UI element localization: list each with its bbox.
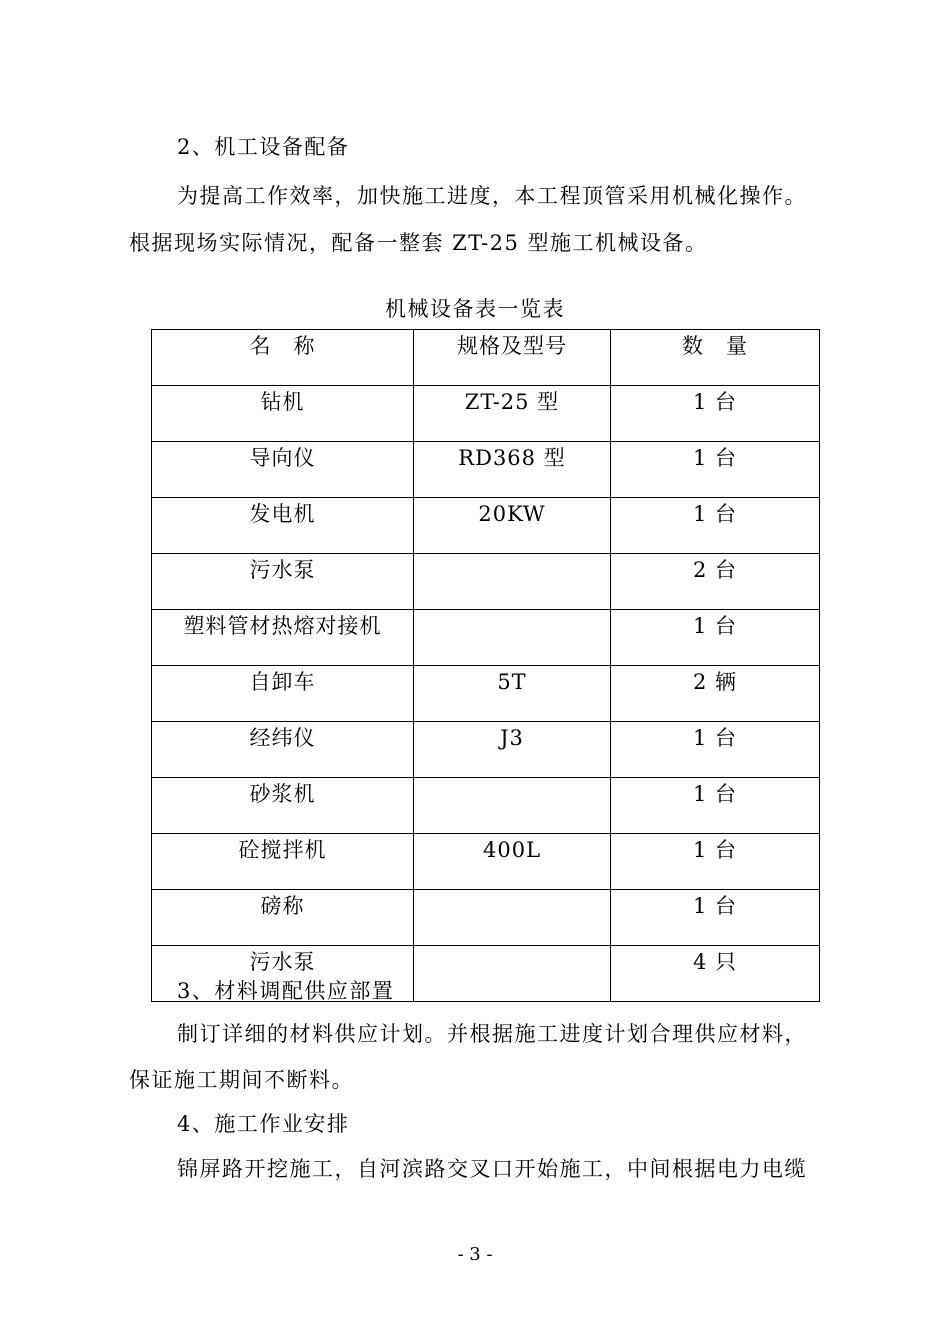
cell-spec: 400L [414,834,611,890]
cell-name: 污水泵 [152,554,414,610]
table-row [152,554,820,610]
cell-name: 自卸车 [152,666,414,722]
table-row [152,834,820,890]
cell-spec: RD368 型 [414,442,611,498]
cell-spec: 20KW [414,498,611,554]
section2-heading: 2、机工设备配备 [177,135,350,159]
section4-paragraph-line1: 锦屏路开挖施工，自河滨路交叉口开始施工，中间根据电力电缆 [177,1157,807,1181]
cell-spec: J3 [414,722,611,778]
cell-name: 发电机 [152,498,414,554]
cell-quantity: 1 台 [611,778,820,834]
cell-quantity: 2 台 [611,554,820,610]
cell-spec [414,610,611,666]
table-header-row [152,330,820,386]
equipment-table [151,329,820,1002]
cell-quantity: 1 台 [611,722,820,778]
section3-heading: 3、材料调配供应部置 [177,979,395,1003]
cell-name: 经纬仪 [152,722,414,778]
header-name: 名 称 [152,330,414,386]
section2-paragraph-line2: 根据现场实际情况，配备一整套 ZT-25 型施工机械设备。 [129,231,708,255]
table-row [152,890,820,946]
cell-name: 导向仪 [152,442,414,498]
cell-quantity: 1 台 [611,834,820,890]
table-caption: 机械设备表一览表 [385,297,565,321]
section2-paragraph-line1: 为提高工作效率，加快施工进度，本工程顶管采用机械化操作。 [177,184,807,208]
table-row [152,498,820,554]
cell-spec [414,946,611,1002]
cell-spec [414,890,611,946]
table-row [152,442,820,498]
cell-quantity: 2 辆 [611,666,820,722]
table-row [152,722,820,778]
cell-quantity: 1 台 [611,610,820,666]
cell-spec [414,778,611,834]
cell-name: 砂浆机 [152,778,414,834]
cell-quantity: 1 台 [611,386,820,442]
table-row [152,386,820,442]
table-row [152,778,820,834]
cell-spec: ZT-25 型 [414,386,611,442]
cell-name: 污水泵 [152,946,414,1002]
table-row [152,610,820,666]
header-quantity: 数 量 [611,330,820,386]
cell-quantity: 1 台 [611,442,820,498]
cell-spec [414,554,611,610]
cell-name: 磅称 [152,890,414,946]
section4-heading: 4、施工作业安排 [177,1112,350,1136]
page-number: - 3 - [457,1244,493,1265]
cell-name: 塑料管材热熔对接机 [152,610,414,666]
cell-spec: 5T [414,666,611,722]
cell-name: 钻机 [152,386,414,442]
section3-paragraph-line1: 制订详细的材料供应计划。并根据施工进度计划合理供应材料， [177,1022,807,1046]
header-spec: 规格及型号 [414,330,611,386]
cell-quantity: 1 台 [611,890,820,946]
section3-paragraph-line2: 保证施工期间不断料。 [129,1068,354,1092]
cell-quantity: 4 只 [611,946,820,1002]
cell-name: 砼搅拌机 [152,834,414,890]
table-row [152,666,820,722]
cell-quantity: 1 台 [611,498,820,554]
